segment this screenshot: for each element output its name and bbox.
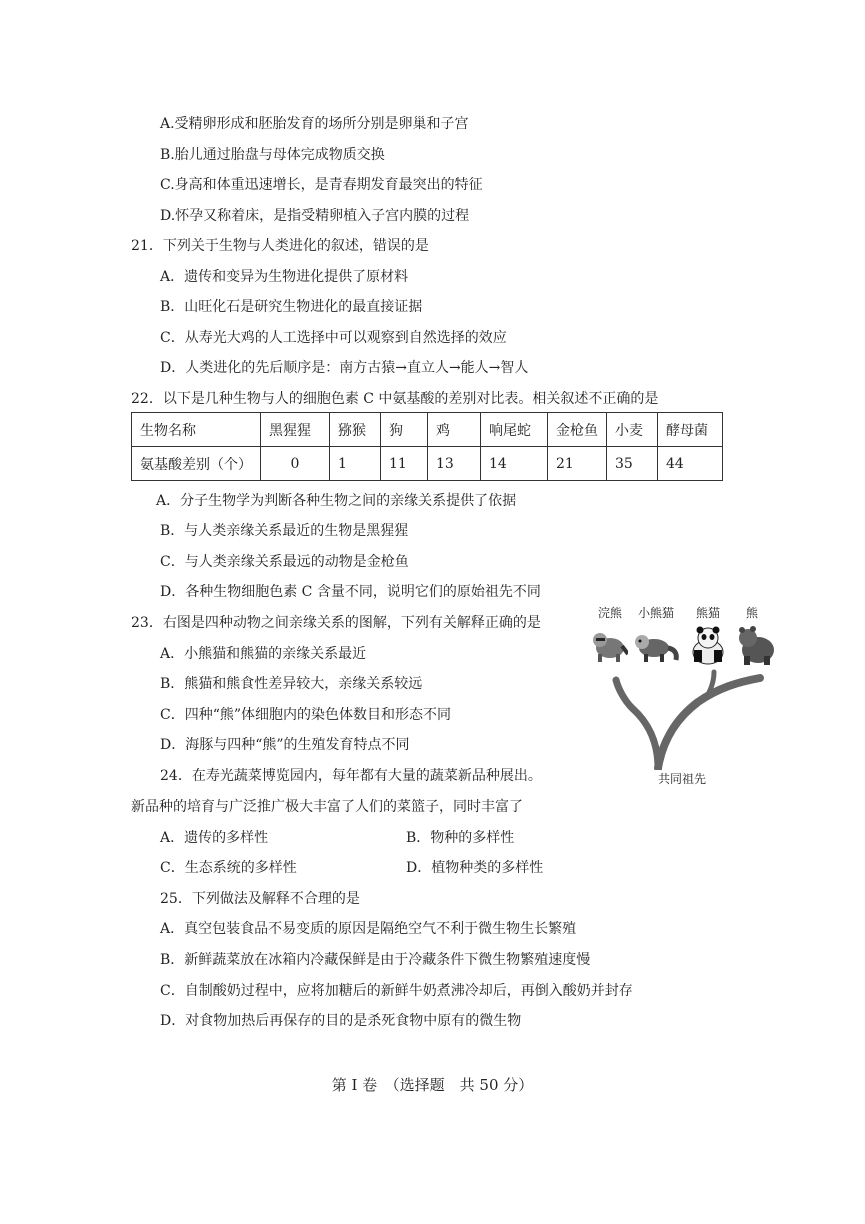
q20-option-b: B.胎儿通过胎盘与母体完成物质交换: [160, 147, 385, 163]
red-panda-icon: [632, 624, 680, 666]
phylogenetic-tree: [588, 664, 778, 770]
q22-option-c: C．与人类亲缘关系最远的动物是金枪鱼: [160, 554, 409, 570]
table-cell: 小麦: [607, 413, 658, 447]
table-cell: 狗: [381, 413, 428, 447]
q24-stem-line2: 新品种的培育与广泛推广极大丰富了人们的菜篮子，同时丰富了: [131, 799, 523, 815]
table-cell: 响尾蛇: [481, 413, 548, 447]
q24-option-a: A．遗传的多样性: [160, 830, 269, 846]
giant-panda-icon: [688, 624, 726, 666]
table-cell: 13: [428, 447, 481, 481]
table-cell: 酵母菌: [658, 413, 723, 447]
q20-option-d: D.怀孕又称着床，是指受精卵植入子宫内膜的过程: [160, 208, 470, 224]
q21-option-a: A．遗传和变异为生物进化提供了原材料: [160, 269, 409, 285]
table-cell: 0: [261, 447, 330, 481]
q25-stem: 25．下列做法及解释不合理的是: [160, 891, 360, 907]
q23-option-d: D．海豚与四种“熊”的生殖发育特点不同: [160, 737, 410, 753]
table-cell: 21: [548, 447, 607, 481]
q20-option-c: C.身高和体重迅速增长，是青春期发育最突出的特征: [160, 177, 483, 193]
q22-option-b: B．与人类亲缘关系最近的生物是黑猩猩: [160, 523, 409, 539]
table-cell: 黑猩猩: [261, 413, 330, 447]
table-row: [132, 447, 723, 481]
common-ancestor-label: 共同祖先: [658, 772, 707, 786]
q21-option-d: D．人类进化的先后顺序是：南方古猿→直立人→能人→智人: [160, 360, 529, 376]
q22-option-a: A．分子生物学为判断各种生物之间的亲缘关系提供了依据: [156, 493, 517, 509]
animal-label-giant-panda: 熊猫: [696, 606, 721, 620]
bear-icon: [736, 624, 776, 666]
q25-option-c: C．自制酸奶过程中，应将加糖后的新鲜牛奶煮沸冷却后，再倒入酸奶并封存: [160, 983, 633, 999]
q25-option-b: B．新鲜蔬菜放在冰箱内冷藏保鲜是由于冷藏条件下微生物繁殖速度慢: [160, 952, 591, 968]
q25-option-a: A．真空包装食品不易变质的原因是隔绝空气不利于微生物生长繁殖: [160, 921, 577, 937]
animal-label-red-panda: 小熊猫: [638, 606, 675, 620]
q24-option-b: B．物种的多样性: [406, 830, 515, 846]
q21-option-b: B．山旺化石是研究生物进化的最直接证据: [160, 299, 423, 315]
table-row: [132, 413, 723, 447]
q24-option-d: D．植物种类的多样性: [406, 860, 544, 876]
q21-option-c: C．从寿光大鸡的人工选择中可以观察到自然选择的效应: [160, 330, 507, 346]
q22-stem: 22．以下是几种生物与人的细胞色素 C 中氨基酸的差别对比表。相关叙述不正确的是: [131, 391, 659, 407]
table-cell: 11: [381, 447, 428, 481]
table-cell: 44: [658, 447, 723, 481]
table-cell: 猕猴: [330, 413, 381, 447]
q22-option-d: D．各种生物细胞色素 C 含量不同，说明它们的原始祖先不同: [160, 584, 541, 600]
animal-label-raccoon: 浣熊: [598, 606, 623, 620]
table-header-organism: 生物名称: [132, 413, 261, 447]
q23-stem: 23．右图是四种动物之间亲缘关系的图解，下列有关解释正确的是: [131, 615, 541, 631]
animal-label-bear: 熊: [746, 606, 759, 620]
table-header-difference: 氨基酸差别（个）: [132, 447, 261, 481]
raccoon-icon: [590, 624, 628, 666]
q21-stem: 21．下列关于生物与人类进化的叙述，错误的是: [131, 238, 429, 254]
amino-acid-table: [131, 412, 723, 481]
section-footer: 第 I 卷 （选择题 共 50 分）: [331, 1076, 534, 1094]
table-cell: 14: [481, 447, 548, 481]
q23-option-b: B．熊猫和熊食性差异较大，亲缘关系较远: [160, 676, 423, 692]
q20-option-a: A.受精卵形成和胚胎发育的场所分别是卵巢和子宫: [160, 116, 469, 132]
q24-option-c: C．生态系统的多样性: [160, 860, 297, 876]
phylogeny-figure: [588, 604, 778, 794]
q24-stem-line1: 24．在寿光蔬菜博览园内，每年都有大量的蔬菜新品种展出。: [160, 768, 542, 784]
table-cell: 鸡: [428, 413, 481, 447]
table-cell: 1: [330, 447, 381, 481]
table-cell: 35: [607, 447, 658, 481]
q23-option-a: A．小熊猫和熊猫的亲缘关系最近: [160, 646, 367, 662]
table-cell: 金枪鱼: [548, 413, 607, 447]
q25-option-d: D．对食物加热后再保存的目的是杀死食物中原有的微生物: [160, 1013, 522, 1029]
q23-option-c: C．四种“熊”体细胞内的染色体数目和形态不同: [160, 707, 452, 723]
